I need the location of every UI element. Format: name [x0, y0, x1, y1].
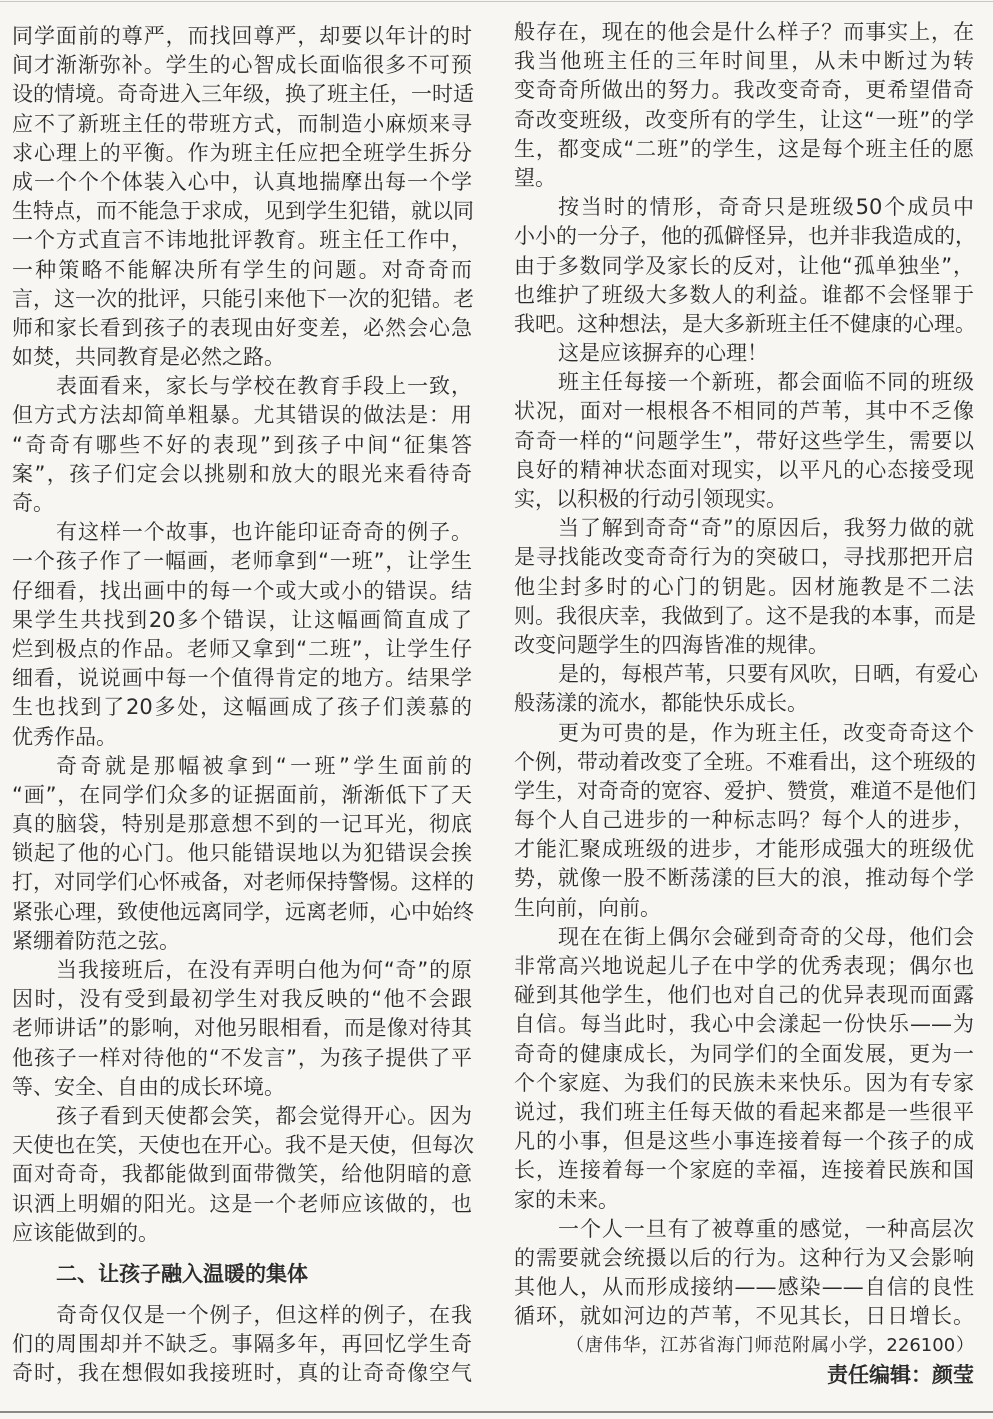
text-line: 望。 [514, 165, 556, 190]
text-line: 个例，带动着改变了全班。不难看出，这个班级的 [514, 749, 976, 774]
text-line: 其他人，从而形成接纳——感染——自信的良性 [514, 1275, 974, 1300]
text-line: 班主任每接一个新班，都会面临不同的班级 [558, 370, 974, 395]
paragraph [514, 719, 974, 923]
text-line: 学生，对奇奇的宽容、爱护、赞赏，难道不是他们 [514, 778, 976, 803]
text-line: 紧绷着防范之弦。 [12, 928, 180, 953]
text-line: 生特点，而不能急于求成，见到学生犯错，就以同 [12, 199, 474, 224]
text-line: 变奇奇所做出的努力。我改变奇奇，更希望借奇 [514, 78, 974, 103]
text-line: 一个人一旦有了被尊重的感觉，一种高层次 [558, 1216, 974, 1241]
text-line: 有这样一个故事，也许能印证奇奇的例子。 [56, 520, 472, 545]
text-line: 因时，没有受到最初学生对我反映的“他不会跟 [12, 987, 472, 1012]
text-line: 也维护了班级大多数人的利益。谁都不会怪罪于 [514, 282, 974, 307]
text-line: 奇奇仅仅是一个例子，但这样的例子，在我 [56, 1303, 472, 1328]
paragraph [514, 923, 974, 1215]
text-line: 设的情境。奇奇进入三年级，换了班主任，一时适 [12, 82, 474, 107]
text-line: 天使也在笑，天使也在开心。我不是天使，但每次 [12, 1133, 474, 1158]
text-line: 长，连接着每一个家庭的幸福，连接着民族和国 [514, 1158, 974, 1183]
text-line: 一个孩子作了一幅画，老师拿到“一班”，让学生 [12, 549, 472, 574]
text-line: 烂到极点的作品。老师又拿到“二班”，让学生仔 [12, 636, 472, 661]
text-line: 求心理上的平衡。作为班主任应把全班学生拆分 [12, 140, 472, 165]
text-line: 他孩子一样对待他的“不发言”，为孩子提供了平 [12, 1045, 472, 1070]
text-line: 我吧。这种想法，是大多新班主任不健康的心理。 [514, 311, 976, 336]
text-line: 则。我很庆幸，我做到了。这不是我的本事，而是 [514, 603, 976, 628]
text-line: 循环，就如河边的芦苇，不见其长，日日增长。 [514, 1304, 974, 1329]
text-line: 现在在街上偶尔会碰到奇奇的父母，他们会 [558, 924, 974, 949]
paragraph [12, 1102, 472, 1248]
text-line: 识洒上明媚的阳光。这是一个老师应该做的，也 [12, 1191, 472, 1216]
text-line: 这是应该摒弃的心理！ [558, 341, 768, 366]
text-line: 应不了新班主任的带班方式，而制造小麻烦来寻 [12, 111, 472, 136]
text-line: 按当时的情形，奇奇只是班级50个成员中 [558, 195, 974, 220]
text-line: 表面看来，家长与学校在教育手段上一致， [56, 374, 472, 399]
text-line: 是寻找能改变奇奇行为的突破口，寻找那把开启 [514, 545, 974, 570]
text-line: 般存在，现在的他会是什么样子？而事实上，在 [514, 20, 974, 44]
editor-credit: 责任编辑：颜莹 [827, 1362, 974, 1387]
text-line: 奇改变班级，改变所有的学生，让这“一班”的学 [514, 107, 974, 132]
paragraph [514, 514, 974, 660]
paragraph [514, 339, 974, 368]
text-line: 案”，孩子们定会以挑剔和放大的眼光来看待奇 [12, 461, 472, 486]
paragraph [12, 752, 472, 956]
text-line: 碰到其他学生，他们也对自己的优异表现而面露 [514, 983, 974, 1008]
text-line: 奇奇就是那幅被拿到“一班”学生面前的 [56, 753, 472, 778]
text-line: 果学生共找到20多个错误，让这幅画简直成了 [12, 607, 472, 632]
text-line: 凡的小事，但是这些小事连接着每一个孩子的成 [514, 1129, 974, 1154]
paragraph [12, 22, 472, 372]
text-line: 们的周围却并不缺乏。事隔多年，再回忆学生奇 [12, 1332, 472, 1357]
text-line: 生也找到了20多处，这幅画成了孩子们羡慕的 [12, 695, 472, 720]
text-line: 打，对同学们心怀戒备，对老师保持警惕。这样的 [12, 870, 474, 895]
text-line: 老师讲话”的影响，对他另眼相看，而是像对待其 [12, 1016, 472, 1041]
paragraph [514, 660, 978, 718]
text-line: 真的脑袋，特别是那意想不到的一记耳光，彻底 [12, 812, 472, 837]
text-line: 家的未来。 [514, 1187, 619, 1212]
paragraph [514, 368, 974, 514]
text-line: 奇时，我在想假如我接班时，真的让奇奇像空气 [12, 1361, 472, 1386]
text-line: 改变问题学生的四海皆准的规律。 [514, 632, 829, 657]
text-line: 等、安全、自由的成长环境。 [12, 1074, 285, 1099]
paragraph [12, 956, 472, 1102]
paragraph [514, 1215, 974, 1332]
text-line: 成一个个个体装入心中，认真地揣摩出每一个学 [12, 169, 472, 194]
text-line: 说过，我们班主任每天做的看起来都是一些很平 [514, 1099, 974, 1124]
text-line: 奇奇一样的“问题学生”，带好这些学生，需要以 [514, 428, 974, 453]
text-line: 自信。每当此时，我心中会漾起一份快乐——为 [514, 1012, 974, 1037]
paragraph [12, 518, 472, 752]
text-line: 间才渐渐弥补。学生的心智成长面临很多不可预 [12, 53, 472, 78]
text-line: 势，就像一股不断荡漾的巨大的浪，推动每个学 [514, 866, 974, 891]
text-line: 当我接班后，在没有弄明白他为何“奇”的原 [56, 958, 472, 982]
text-line: 每个人自己进步的一种标志吗？每个人的进步， [514, 808, 974, 833]
text-line: 实，以积极的行动引领现实。 [514, 487, 787, 511]
text-line: 细看，说说画中每一个值得肯定的地方。结果学 [12, 666, 472, 691]
text-line: 更为可贵的是，作为班主任，改变奇奇这个 [558, 720, 974, 745]
text-line: 生向前，向前。 [514, 895, 661, 920]
paragraph [514, 18, 974, 193]
paragraph [12, 1301, 472, 1389]
text-line: 但方式方法却简单粗暴。尤其错误的做法是：用 [12, 403, 472, 428]
text-line: 一个方式直言不讳地批评教育。班主任工作中， [12, 228, 472, 253]
text-line: 奇奇的健康成长，为同学们的全面发展，更为一 [514, 1041, 974, 1066]
text-line: 锁起了他的心门。他只能错误地以为犯错误会挨 [12, 841, 472, 866]
top-rule [0, 1, 993, 2]
text-line: 小小的一分子，他的孤僻怪异，也并非我造成的， [514, 224, 976, 249]
text-line: 般荡漾的流水，都能快乐成长。 [514, 691, 808, 716]
text-line: 奇。 [12, 491, 54, 515]
text-line: 非常高兴地说起儿子在中学的优秀表现；偶尔也 [514, 954, 974, 978]
text-line: 同学面前的尊严，而找回尊严，却要以年计的时 [12, 24, 472, 48]
text-line: 应该能做到的。 [12, 1220, 159, 1245]
text-line: 孩子看到天使都会笑，都会觉得开心。因为 [56, 1103, 472, 1128]
paragraph [514, 193, 974, 339]
bottom-rule [0, 1411, 993, 1413]
text-line: 才能汇聚成班级的进步，才能形成强大的班级优 [514, 837, 974, 862]
text-line: 师和家长看到孩子的表现由好变差，必然会心急 [12, 315, 472, 340]
text-line: 面对奇奇，我都能做到面带微笑，给他阴暗的意 [12, 1162, 472, 1187]
text-line: 良好的精神状态面对现实，以平凡的心态接受现 [514, 457, 974, 482]
text-line: 生，都变成“二班”的学生，这是每个班主任的愿 [514, 136, 974, 161]
text-line: 由于多数同学及家长的反对，让他“孤单独坐”， [514, 253, 974, 278]
author-signature: （唐伟华，江苏省海门师范附属小学，226100） [566, 1335, 974, 1357]
text-line: 是的，每根芦苇，只要有风吹，日晒，有爱心 [558, 662, 978, 687]
text-line: 个个家庭、为我们的民族未来快乐。因为有专家 [514, 1070, 974, 1095]
left-column [12, 22, 472, 1389]
right-column [514, 18, 978, 1390]
text-line: 如焚，共同教育是必然之路。 [12, 345, 285, 370]
text-line: “画”，在同学们众多的证据面前，渐渐低下了天 [12, 782, 472, 807]
text-line: 的需要就会统摄以后的行为。这种行为又会影响 [514, 1245, 974, 1270]
text-line: 一种策略不能解决所有学生的问题。对奇奇而 [12, 257, 472, 282]
text-line: 紧张心理，致使他远离同学，远离老师，心中始终 [12, 899, 474, 924]
text-line: 状况，面对一根根各不相同的芦苇，其中不乏像 [514, 399, 974, 424]
text-line: 言，这一次的批评，只能引来他下一次的犯错。老 [12, 286, 474, 311]
text-line: “奇奇有哪些不好的表现”到孩子中间“征集答 [12, 432, 472, 457]
text-line: 他尘封多时的心门的钥匙。因材施教是不二法 [514, 574, 974, 599]
text-line: 仔细看，找出画中的每一个或大或小的错误。结 [12, 578, 472, 603]
text-line: 当了解到奇奇“奇”的原因后，我努力做的就 [558, 516, 974, 541]
section-heading: 二、让孩子融入温暖的集体 [56, 1261, 308, 1286]
text-line: 优秀作品。 [12, 724, 117, 749]
paragraph [12, 372, 472, 518]
text-line: 我当他班主任的三年时间里，从未中断过为转 [514, 49, 974, 74]
